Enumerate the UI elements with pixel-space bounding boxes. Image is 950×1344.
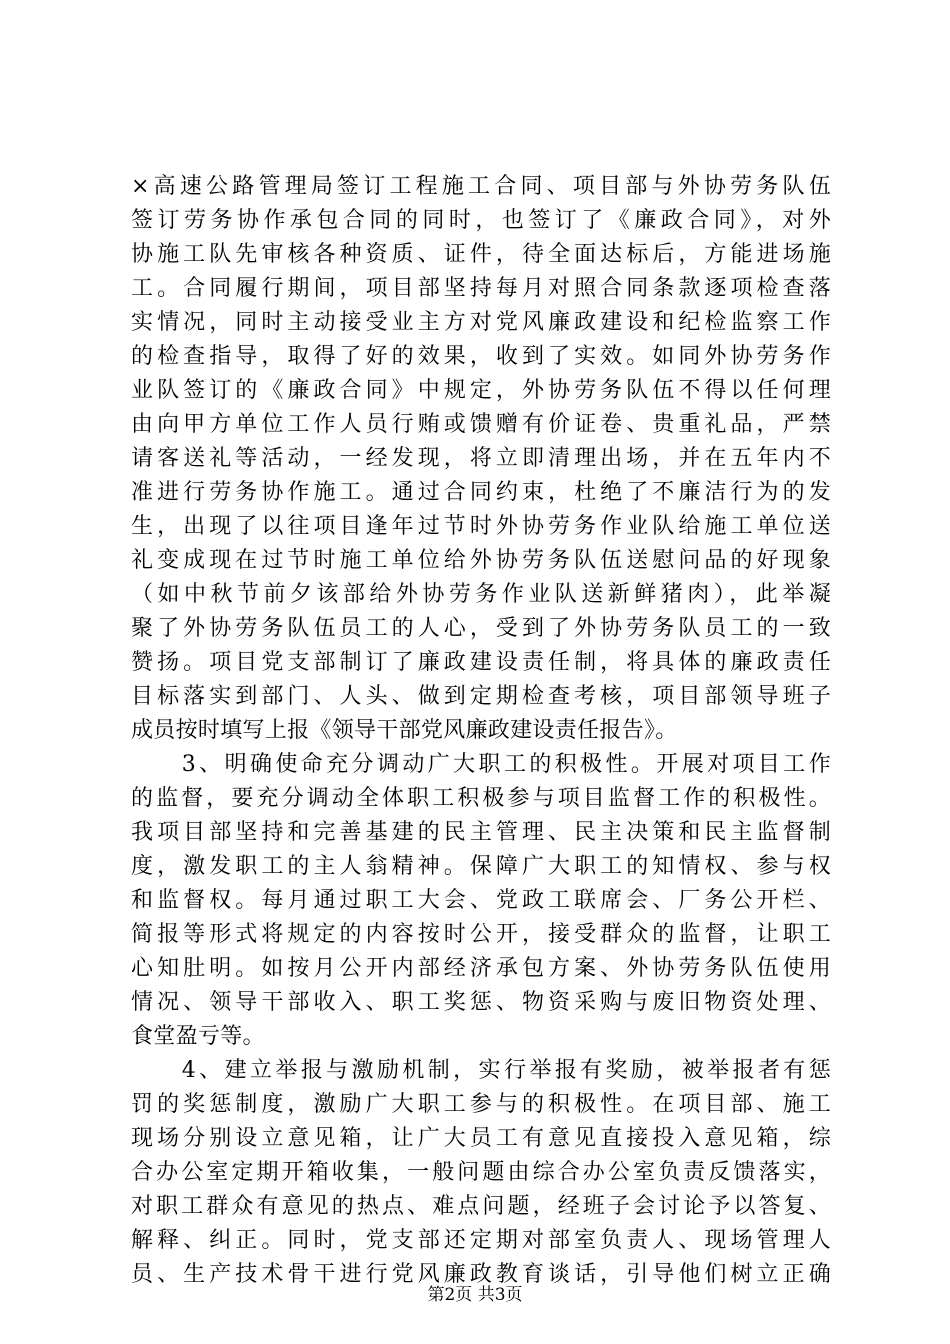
text-line: 对职工群众有意见的热点、难点问题，经班子会讨论予以答复、 [131, 1194, 831, 1219]
text-line: 生，出现了以往项目逢年过节时外协劳务作业队给施工单位送 [131, 514, 831, 539]
text-line: 签订劳务协作承包合同的同时，也签订了《廉政合同》，对外 [131, 208, 831, 233]
text-line: 的监督，要充分调动全体职工积极参与项目监督工作的积极性。 [131, 786, 831, 811]
text-line: 员、生产技术骨干进行党风廉政教育谈话，引导他们树立正确 [131, 1262, 831, 1287]
text-line: 和监督权。每月通过职工大会、党政工联席会、厂务公开栏、 [131, 888, 831, 913]
text-line: 聚了外协劳务队伍员工的人心，受到了外协劳务队员工的一致 [131, 616, 831, 641]
text-line: 简报等形式将规定的内容按时公开，接受群众的监督，让职工 [131, 922, 831, 947]
text-line: 成员按时填写上报《领导干部党风廉政建设责任报告》。 [131, 718, 678, 743]
text-line: 解释、纠正。同时，党支部还定期对部室负责人、现场管理人 [131, 1228, 831, 1253]
text-line: 礼变成现在过节时施工单位给外协劳务队伍送慰问品的好现象 [131, 548, 831, 573]
text-line: 食堂盈亏等。 [131, 1024, 265, 1049]
text-line: 度，激发职工的主人翁精神。保障广大职工的知情权、参与权 [131, 854, 831, 879]
text-line: 我项目部坚持和完善基建的民主管理、民主决策和民主监督制 [131, 820, 831, 845]
text-line: 协施工队先审核各种资质、证件，待全面达标后，方能进场施 [131, 242, 831, 267]
text-line: 4、建立举报与激励机制，实行举报有奖励，被举报者有惩 [131, 1058, 831, 1083]
text-line: 赞扬。项目党支部制订了廉政建设责任制，将具体的廉政责任 [131, 650, 831, 675]
text-line: 目标落实到部门、人头、做到定期检查考核，项目部领导班子 [131, 684, 831, 709]
text-line: 由向甲方单位工作人员行贿或馈赠有价证卷、贵重礼品，严禁 [131, 412, 831, 437]
text-line: 现场分别设立意见箱，让广大员工有意见直接投入意见箱，综 [131, 1126, 831, 1151]
text-line: 业队签订的《廉政合同》中规定，外协劳务队伍不得以任何理 [131, 378, 831, 403]
text-line: 工。合同履行期间，项目部坚持每月对照合同条款逐项检查落 [131, 276, 831, 301]
text-line: 的检查指导，取得了好的效果，收到了实效。如同外协劳务作 [131, 344, 831, 369]
text-line: 罚的奖惩制度，激励广大职工参与的积极性。在项目部、施工 [131, 1092, 831, 1117]
text-line: 合办公室定期开箱收集，一般问题由综合办公室负责反馈落实， [131, 1160, 831, 1185]
text-line: 实情况，同时主动接受业主方对党风廉政建设和纪检监察工作 [131, 310, 831, 335]
text-line: ×高速公路管理局签订工程施工合同、项目部与外协劳务队伍 [131, 174, 831, 199]
text-line: 请客送礼等活动，一经发现，将立即清理出场，并在五年内不 [131, 446, 831, 471]
text-line: （如中秋节前夕该部给外协劳务作业队送新鲜猪肉），此举凝 [131, 582, 831, 607]
text-line: 情况、领导干部收入、职工奖惩、物资采购与废旧物资处理、 [131, 990, 831, 1015]
document-body [131, 170, 831, 1292]
text-line: 心知肚明。如按月公开内部经济承包方案、外协劳务队伍使用 [131, 956, 831, 981]
text-line: 3、明确使命充分调动广大职工的积极性。开展对项目工作 [131, 752, 831, 777]
text-line: 准进行劳务协作施工。通过合同约束，杜绝了不廉洁行为的发 [131, 480, 831, 505]
page-number-footer: 第2页 共3页 [427, 1285, 523, 1305]
